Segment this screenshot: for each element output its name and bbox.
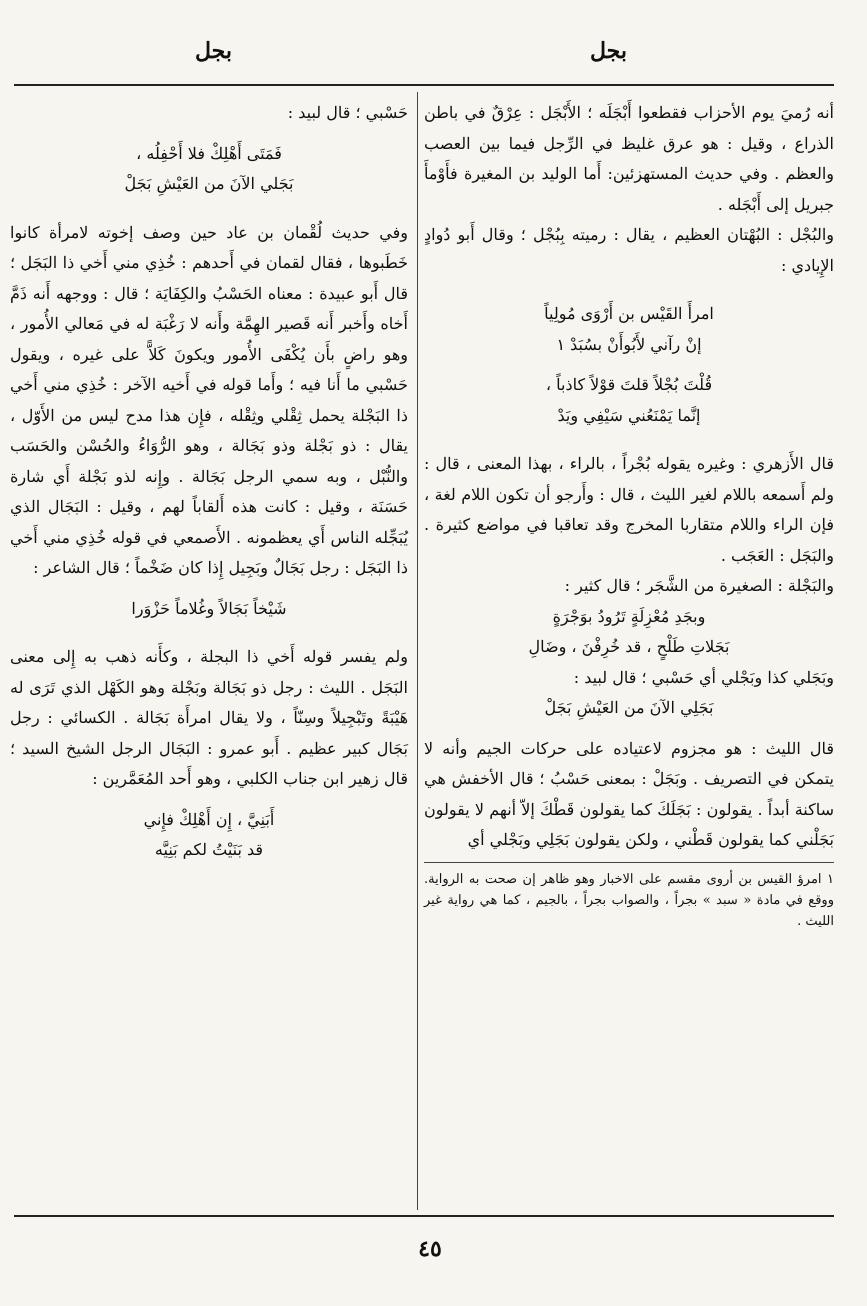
paragraph: ولم يفسر قوله أَخي ذا البجلة ، وكأَنه ذهب به إِلى معنى البَجَل . الليث : رجل ذو بَجَالة وبَجْلة وهو الكَهْل الذي تَرَى له هَيْبَةً وتَبْجِيلاً وسِنّاً ، ولا يقال امرأَة بَجَالة . الكسائي : رجل بَجَال كبير عظيم . أَبو عمرو : البَجَال الرجل الشيخ السيد ؛ قال زهير ابن جناب الكلبي ، وهو أَحد المُعَمَّرين : — [10, 647, 408, 788]
verse — [10, 805, 408, 866]
header-title-left: بجل — [195, 38, 232, 64]
verse — [10, 594, 408, 625]
verse-line: بَجَلِي الآنَ من العَيْشِ بَجَلْ — [544, 698, 714, 717]
verse-line: امرأَ القَيْس بن أَرْوَى مُولِياً — [544, 304, 714, 323]
paragraph: قال الليث : هو مجزوم لاعتياده على حركات الجيم وأنه لا يتمكن في التصريف . وبَجَلْ : بمعنى حَسْبُ ؛ قال الأخفش هي ساكنة أبداً . يقولون : بَجَلَكَ كما يقولون قَطْكَ إلاّ أنهم لا يقولون بَجَلْني كما يقولون قَطْني ، ولكن يقولون بَجَلِي وبَجْلي أي — [424, 738, 834, 849]
verse — [424, 602, 834, 663]
bottom-rule — [14, 1215, 834, 1217]
verse-line: وبجَدِ مُعْزِلَةٍ تَرُودُ بوَجْرَةٍ — [552, 606, 706, 626]
top-rule — [14, 84, 834, 86]
verse-line: بَجَلي الآنَ من العَيْشِ بَجَلْ — [124, 174, 294, 193]
paragraph: أنه رُميَ يوم الأحزاب فقطعوا أَبْجَلَه ؛ الأَبْجَل : عِرْقٌ في باطن الذراع ، وقيل : هو عرق غليظ في الرِّجل فيما بين العصب والعظم . وفي حديث المستهزئين: أَما الوليد بن المغيرة فأَوْمأَ جبريل إلى أَبْجَله . — [424, 103, 834, 214]
verse-line: قد بَنَيْتُ لكم بَنِيَّه — [154, 840, 264, 859]
paragraph: والبُجْل : البُهْتان العظيم ، يقال : رميته بِبُجْل ؛ وقال أَبو دُوادٍ الإِيادي : — [424, 225, 834, 275]
paragraph: والبَجْلة : الصغيرة من الشَّجَر ؛ قال كثير : — [564, 576, 834, 595]
paragraph: وبَجَلي كذا وبَجْلي أي حَسْبي ؛ قال لبيد : — [573, 667, 834, 687]
verse-line: شَيْخاً بَجَالاً وغُلاماً حَزْوَرا — [131, 598, 287, 618]
paragraph: قال الأَزهري : وغيره يقوله بُجْراً ، بالراء ، بهذا المعنى ، قال : ولم أَسمعه باللام لغير الليث ، قال : وأَرجو أن تكون اللام لغة ، فإن الراء واللام متقاربا المخرج وقد تعاقبا في مواضع كثيرة . والبَجَل : العَجَب . — [424, 454, 834, 565]
footnote-rule — [424, 862, 834, 863]
verse — [10, 139, 408, 200]
verse-line: إنَّما يَمْنَعُني سَيْفِي ويَدْ — [557, 405, 701, 425]
verse-line: قُلْتَ بُجْلاً قلتَ قوْلاً كاذباً ، — [545, 375, 713, 394]
verse-line: فَمَتَى أَهْلِكْ فلا أَحْفِلُه ، — [136, 143, 282, 163]
verse — [424, 299, 834, 360]
footnote: ١ امرؤ القيس بن أروى مقسم على الاخبار وهو ظاهر إن صحت به الرواية. ووقع في مادة « سبد » بجراً ، والصواب بجراً ، بالجيم ، كما هي رواية غير الليث . — [424, 871, 834, 929]
paragraph: وفي حديث لُقْمان بن عاد حين وصف إخوته لامرأة كانوا خَطَبوها ، فقال لقمان في أَحدهم : خُذِي مني أَخي ذا البَجَل ؛ قال أَبو عبيدة : معناه الحَسْبُ والكِفَايَة ؛ قال : ووجهه أَنه ذَمَّ أَخاه وأَخبر أَنه قَصير الهِمَّة وأَنه لا رَغْبَة له في مَعالي الأُمور ، وهو راضٍ بأَن يُكْفَى الأُمور ويكونَ كَلاًّ على غيره ، ويقول حَسْبي ما أَنا فيه ؛ وأَما قوله في أَخيه الآخر : خُذِي مني أَخي ذا البَجْلة يحمل ثِقْلي وثِقْله ، فإِن هذا مدح ليس من الأَوّل ، يقال : ذو بَجْلة وذو بَجَالة ، وهو الرُّوَاءُ والحُسْن والحَسَب والنُّبْل ، وبه سمي الرجل بَجَالة . وإِنه لذو بَجْلة أَي شارة حَسَنَة ، وقيل : كانت هذه أَلقاباً لهم ، وقيل : البَجَال الذي يُبَجِّله الناس أَي يعظمونه . الأَصمعي في قوله خُذِي مني أَخي ذا البَجَل : رجل بَجَالٌ وبَجِيل إِذا كان ضَخْماً ؛ قال الشاعر : — [10, 222, 408, 577]
header-title-right: بجل — [590, 38, 627, 64]
verse-line: إنْ رآني لأَبُوأَنْ بسُبَدْ ١ — [556, 334, 702, 354]
left-column — [10, 98, 408, 866]
verse — [424, 370, 834, 431]
verse — [424, 693, 834, 724]
verse-line: أَبَنِيَّ ، إِن أَهْلِكْ فإِني — [143, 809, 275, 829]
page-number: ٤٥ — [418, 1236, 442, 1262]
right-column — [424, 98, 834, 932]
verse-line: بَجَلاتِ طَلْحٍ ، قد خُرِفْنَ ، وضَالِ — [528, 637, 730, 656]
paragraph: حَسْبي ؛ قال لبيد : — [287, 103, 408, 122]
column-divider — [417, 92, 418, 1210]
